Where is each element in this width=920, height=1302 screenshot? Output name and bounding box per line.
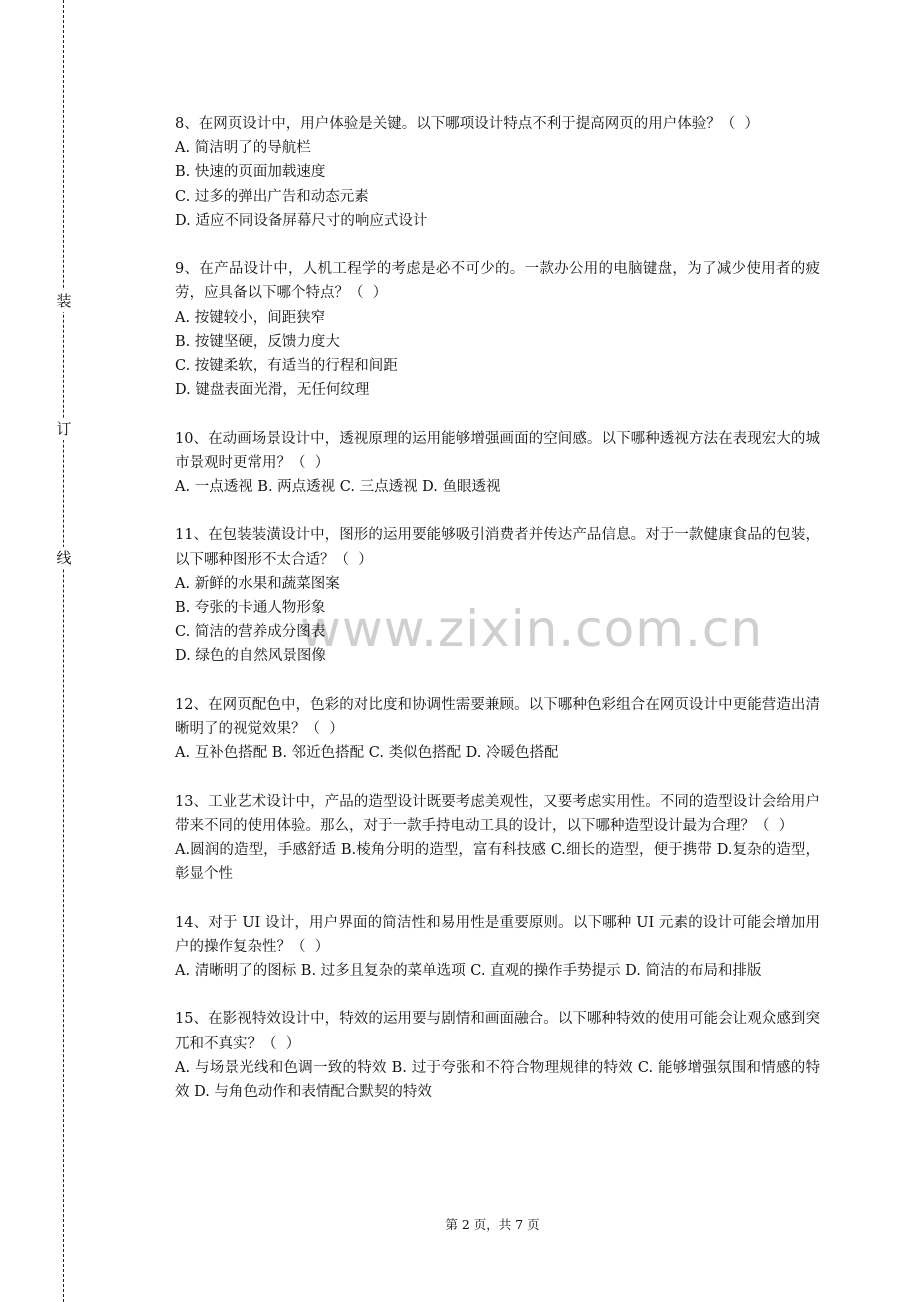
option-c: C. 简洁的营养成分图表	[175, 624, 326, 641]
question-8	[175, 112, 820, 233]
options-inline: A. 与场景光线和色调一致的特效 B. 过于夸张和不符合物理规律的特效 C. 能够增强氛围和情感的特效 D. 与角色动作和表情配合默契的特效	[175, 1059, 820, 1101]
option-d: D. 键盘表面光滑，无任何纹理	[175, 382, 370, 399]
question-stem: 11、在包装装潢设计中，图形的运用要能够吸引消费者并传达产品信息。对于一款健康食品的包装，以下哪种图形不太合适？（ ）	[175, 527, 820, 568]
question-10	[175, 427, 820, 500]
option-c: C. 按键柔软，有适当的行程和间距	[175, 358, 398, 375]
option-b: B. 夸张的卡通人物形象	[175, 600, 326, 617]
question-stem: 14、对于 UI 设计，用户界面的简洁性和易用性是重要原则。以下哪种 UI 元素的设计可能会增加用户的操作复杂性？（ ）	[175, 914, 820, 955]
option-b: B. 快速的页面加载速度	[175, 164, 326, 181]
options-inline: A. 互补色搭配 B. 邻近色搭配 C. 类似色搭配 D. 冷暖色搭配	[175, 745, 559, 762]
option-a: A. 按键较小，间距狭窄	[175, 309, 326, 326]
question-14	[175, 911, 820, 984]
question-13	[175, 790, 820, 887]
option-b: B. 按键坚硬，反馈力度大	[175, 333, 340, 350]
option-a: A. 简洁明了的导航栏	[175, 140, 311, 157]
question-11	[175, 523, 820, 668]
question-stem: 13、工业艺术设计中，产品的造型设计既要考虑美观性，又要考虑实用性。不同的造型设计会给用户带来不同的使用体验。那么，对于一款手持电动工具的设计，以下哪种造型设计最为合理？（ ）	[175, 793, 820, 834]
options-inline: A. 一点透视 B. 两点透视 C. 三点透视 D. 鱼眼透视	[175, 479, 501, 496]
question-stem: 9、在产品设计中，人机工程学的考虑是必不可少的。一款办公用的电脑键盘，为了减少使用者的疲劳，应具备以下哪个特点？（ ）	[175, 261, 820, 302]
question-9	[175, 257, 820, 402]
binding-char-xian: 线	[54, 547, 74, 569]
question-stem: 10、在动画场景设计中，透视原理的运用能够增强画面的空间感。以下哪种透视方法在表现宏大的城市景观时更常用？（ ）	[175, 430, 820, 471]
page-number-footer: 第 2 页，共 7 页	[445, 1217, 540, 1232]
question-list	[175, 112, 820, 1128]
question-stem: 15、在影视特效设计中，特效的运用要与剧情和画面融合。以下哪种特效的使用可能会让观众感到突兀和不真实？（ ）	[175, 1011, 820, 1052]
option-d: D. 绿色的自然风景图像	[175, 648, 326, 665]
option-a: A. 新鲜的水果和蔬菜图案	[175, 575, 340, 592]
option-c: C. 过多的弹出广告和动态元素	[175, 188, 369, 205]
options-inline: A. 清晰明了的图标 B. 过多且复杂的菜单选项 C. 直观的操作手势提示 D. 简洁的布局和排版	[175, 963, 762, 980]
watermark: www.zixin.com.cn	[300, 600, 764, 658]
binding-char-ding: 订	[54, 418, 74, 440]
binding-dashed-line	[63, 0, 64, 1302]
question-stem: 8、在网页设计中，用户体验是关键。以下哪项设计特点不利于提高网页的用户体验？（ ）	[175, 116, 759, 132]
question-12	[175, 693, 820, 766]
binding-char-zhuang: 装	[54, 290, 74, 312]
option-d: D. 适应不同设备屏幕尺寸的响应式设计	[175, 212, 428, 229]
question-stem: 12、在网页配色中，色彩的对比度和协调性需要兼顾。以下哪种色彩组合在网页设计中更能营造出清晰明了的视觉效果？（ ）	[175, 696, 820, 738]
question-15	[175, 1007, 820, 1104]
options-inline: A.圆润的造型，手感舒适 B.棱角分明的造型，富有科技感 C.细长的造型，便于携带 D.复杂的造型，彰显个性	[175, 842, 820, 883]
